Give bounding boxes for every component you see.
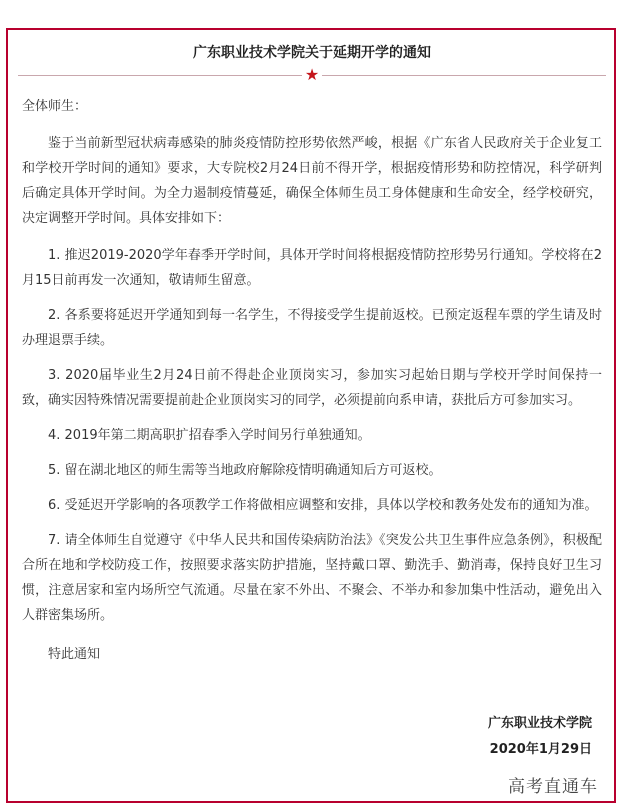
intro-paragraph: 鉴于当前新型冠状病毒感染的肺炎疫情防控形势依然严峻，根据《广东省人民政府关于企业复工和学校开学时间的通知》要求，大专院校2月24日前不得开学，根据疫情形势和防控情况，科学研判后确定具体开学时间。为全力遏制疫情蔓延，确保全体师生员工身体健康和生命安全，经学校研究，决定调整开学时间。具体安排如下：	[22, 136, 602, 226]
notice-item-4: 4. 2019年第二期高职扩招春季入学时间另行单独通知。	[48, 428, 371, 443]
salutation: 全体师生：	[22, 99, 88, 114]
notice-body	[22, 94, 602, 667]
notice-item-1: 1. 推迟2019-2020学年春季开学时间，具体开学时间将根据疫情防控形势另行通知。学校将在2月15日前再发一次通知，敬请师生留意。	[22, 248, 602, 288]
notice-item-5: 5. 留在湖北地区的师生需等当地政府解除疫情明确通知后方可返校。	[48, 463, 442, 478]
signature-institution: 广东职业技术学院	[487, 716, 592, 731]
notice-item-6: 6. 受延迟开学影响的各项教学工作将做相应调整和安排，具体以学校和教务处发布的通知为准。	[48, 498, 598, 513]
notice-item-2: 2. 各系要将延迟开学通知到每一名学生，不得接受学生提前返校。已预定返程车票的学生请及时办理退票手续。	[22, 308, 602, 348]
notice-title: 广东职业技术学院关于延期开学的通知	[193, 45, 431, 61]
star-icon: ★	[302, 66, 322, 84]
signature-date: 2020年1月29日	[489, 742, 592, 757]
notice-item-3: 3. 2020届毕业生2月24日前不得赴企业顶岗实习，参加实习起始日期与学校开学时间保持一致，确实因特殊情况需要提前赴企业顶岗实习的同学，必须提前向系申请，获批后方可参加实习。	[22, 368, 602, 408]
signature-block	[488, 711, 592, 763]
closing-text: 特此通知	[48, 647, 101, 662]
notice-item-7: 7. 请全体师生自觉遵守《中华人民共和国传染病防治法》《突发公共卫生事件应急条例》，积极配合所在地和学校防疫工作，按照要求落实防护措施，坚持戴口罩、勤洗手、勤消毒，保持良好卫生习惯，注意居家和室内场所空气流通。尽量在家不外出、不聚会、不举办和参加集中性活动，避免出入人群密集场所。	[22, 533, 602, 623]
watermark-text: 高考直通车	[508, 777, 598, 797]
